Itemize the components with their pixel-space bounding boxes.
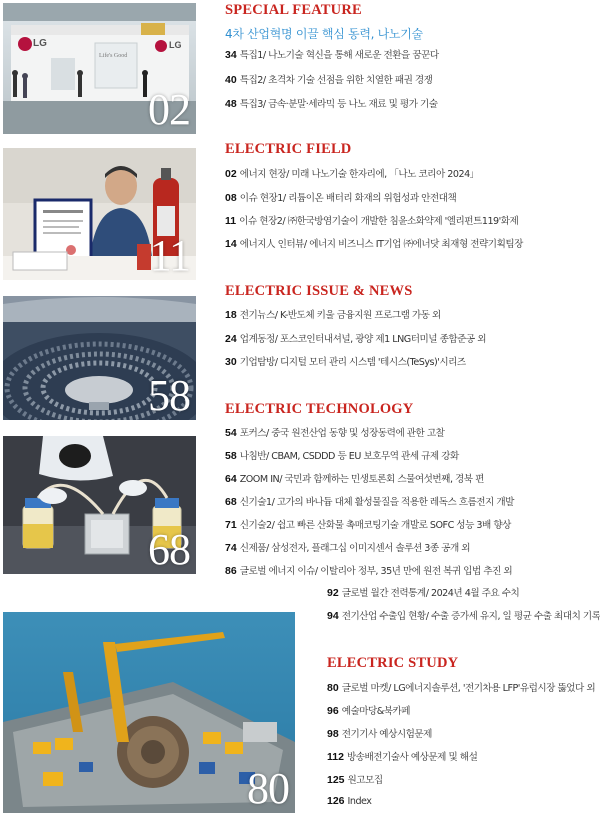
toc-item[interactable]: [225, 563, 512, 577]
lg-logo-icon-left: [18, 37, 32, 51]
toc-page-number: 98: [327, 728, 339, 740]
booth-banner-text: Life's Good: [99, 53, 128, 59]
photo-page-number: 02: [148, 85, 190, 134]
toc-page-number: 126: [327, 795, 345, 807]
toc-item[interactable]: [327, 749, 477, 763]
photo-page-number: 80: [247, 764, 289, 813]
toc-item[interactable]: [225, 494, 514, 508]
toc-page-number: 02: [225, 168, 237, 180]
section-subtitle-special-feature: 4차 산업혁명 이끌 핵심 동력, 나노기술: [225, 27, 423, 41]
toc-item[interactable]: [225, 213, 518, 227]
toc-item[interactable]: [225, 96, 438, 110]
toc-title: Index: [347, 796, 372, 807]
toc-page-number: 64: [225, 473, 237, 485]
toc-title: 이슈 현장2/ ㈜한국방염기술이 개발한 침윤소화약제 '엘리펀트119'화제: [239, 216, 519, 227]
photo-page-number: 11: [149, 231, 190, 280]
toc-item[interactable]: [225, 331, 486, 345]
toc-title: 글로벌 마켓/ LG에너지솔루션, '전기차용 LFP'유럽시장 뚫었다 외: [341, 683, 596, 694]
toc-item[interactable]: [225, 354, 466, 368]
photo-lab: [3, 436, 196, 574]
toc-page-number: 24: [225, 333, 237, 345]
toc-title: 나침반/ CBAM, CSDDD 등 EU 보호무역 관세 규제 강화: [239, 451, 459, 462]
toc-item[interactable]: [327, 585, 519, 599]
toc-page-number: 58: [225, 450, 237, 462]
toc-item[interactable]: [225, 72, 432, 86]
toc-page-number: 40: [225, 74, 237, 86]
toc-title: 원고모집: [347, 775, 383, 786]
toc-item[interactable]: [327, 703, 410, 717]
toc-page-number: 94: [327, 610, 339, 622]
section-title-special-feature: SPECIAL FEATURE: [225, 2, 362, 18]
toc-title: ZOOM IN/ 국민과 함께하는 민생토론회 스물여섯번째, 경북 편: [239, 474, 484, 485]
photo-interview: [3, 148, 196, 280]
toc-page-number: 74: [225, 542, 237, 554]
toc-page-number: 80: [327, 682, 339, 694]
toc-item[interactable]: [225, 47, 439, 61]
toc-title: 신기술1/ 고가의 바나듐 대체 활성물질을 적용한 레독스 흐름전지 개발: [239, 497, 514, 508]
toc-title: 포커스/ 중국 원전산업 동향 및 성장동력에 관한 고찰: [239, 428, 445, 439]
toc-page-number: 34: [225, 49, 237, 61]
toc-item[interactable]: [327, 680, 595, 694]
lg-logo-text-right: LG: [169, 40, 182, 50]
photo-lg-booth: [3, 3, 196, 134]
toc-title: 전기뉴스/ K-반도체 키울 금융지원 프로그램 가동 외: [239, 310, 441, 321]
toc-page-number: 08: [225, 192, 237, 204]
toc-page-number: 30: [225, 356, 237, 368]
toc-page-number: 71: [225, 519, 237, 531]
lg-logo-text-left: LG: [33, 38, 47, 49]
toc-item[interactable]: [225, 517, 511, 531]
toc-title: 글로벌 에너지 이슈/ 이탈리아 정부, 35년 만에 원전 복귀 입법 추진 외: [239, 566, 513, 577]
toc-item[interactable]: [225, 236, 523, 250]
toc-title: 특집2/ 초격차 기술 선점을 위한 치열한 패권 경쟁: [239, 75, 433, 86]
toc-page-number: 112: [327, 751, 344, 763]
section-title-electric-issue-news: ELECTRIC ISSUE & NEWS: [225, 283, 413, 299]
photo-page-number: 68: [148, 525, 190, 574]
toc-item[interactable]: [327, 608, 600, 622]
toc-title: 이슈 현장1/ 리튬이온 배터리 화재의 위험성과 안전대책: [239, 193, 457, 204]
toc-page-number: 11: [225, 215, 237, 227]
toc-item[interactable]: [225, 425, 444, 439]
toc-title: 신기술2/ 쉽고 빠른 산화물 촉매코팅기술 개발로 SOFC 성능 3배 향상: [239, 520, 511, 531]
toc-title: 예술마당&북카페: [341, 706, 411, 717]
toc-title: 특집3/ 금속·분말·세라믹 등 나노 재료 및 평가 기술: [239, 99, 438, 110]
toc-page-number: 48: [225, 98, 237, 110]
toc-page-number: 18: [225, 309, 237, 321]
toc-item[interactable]: [225, 307, 441, 321]
section-title-electric-technology: ELECTRIC TECHNOLOGY: [225, 401, 414, 417]
section-title-electric-field: ELECTRIC FIELD: [225, 141, 352, 157]
photo-parliament: [3, 296, 196, 420]
toc-title: 전기산업 수출입 현황/ 수출 증가세 유지, 일 평균 수출 최대치 기록: [341, 611, 600, 622]
toc-item[interactable]: [327, 772, 383, 786]
toc-title: 업계동정/ 포스코인터내셔널, 광양 제1 LNG터미널 종합준공 외: [239, 334, 486, 345]
toc-title: 방송배전기술사 예상문제 및 해설: [346, 752, 478, 763]
toc-page-number: 14: [225, 238, 237, 250]
toc-item[interactable]: [225, 166, 479, 180]
photo-offshore: [3, 612, 295, 813]
toc-page-number: 86: [225, 565, 237, 577]
toc-item[interactable]: [225, 448, 459, 462]
toc-page-number: 125: [327, 774, 345, 786]
toc-page-number: 96: [327, 705, 339, 717]
toc-item[interactable]: [327, 795, 371, 807]
lg-logo-icon-right: [155, 40, 167, 52]
toc-page-number: 68: [225, 496, 237, 508]
photo-page-number: 58: [148, 371, 190, 420]
toc-item[interactable]: [327, 726, 432, 740]
toc-title: 전기기사 예상시험문제: [341, 729, 432, 740]
toc-item[interactable]: [225, 190, 456, 204]
toc-title: 에너지 현장/ 미래 나노기술 한자리에, 「나노 코리아 2024」: [239, 169, 479, 180]
toc-title: 글로벌 월간 전력통계/ 2024년 4월 주요 수치: [341, 588, 520, 599]
toc-title: 특집1/ 나노기술 혁신을 통해 새로운 전환을 꿈꾼다: [239, 50, 439, 61]
toc-title: 기업탐방/ 디지털 모터 관리 시스템 '테시스(TeSys)'시리즈: [239, 357, 466, 368]
toc-title: 신제품/ 삼성전자, 플래그십 이미지센서 솔루션 3종 공개 외: [239, 543, 471, 554]
section-title-electric-study: ELECTRIC STUDY: [327, 655, 459, 671]
toc-page-number: 92: [327, 587, 339, 599]
toc-item[interactable]: [225, 540, 470, 554]
toc-item[interactable]: [225, 471, 484, 485]
toc-page-number: 54: [225, 427, 237, 439]
toc-title: 에너지人 인터뷰/ 에너지 비즈니스 IT기업 ㈜에너닷 최재형 전략기획팀장: [239, 239, 523, 250]
